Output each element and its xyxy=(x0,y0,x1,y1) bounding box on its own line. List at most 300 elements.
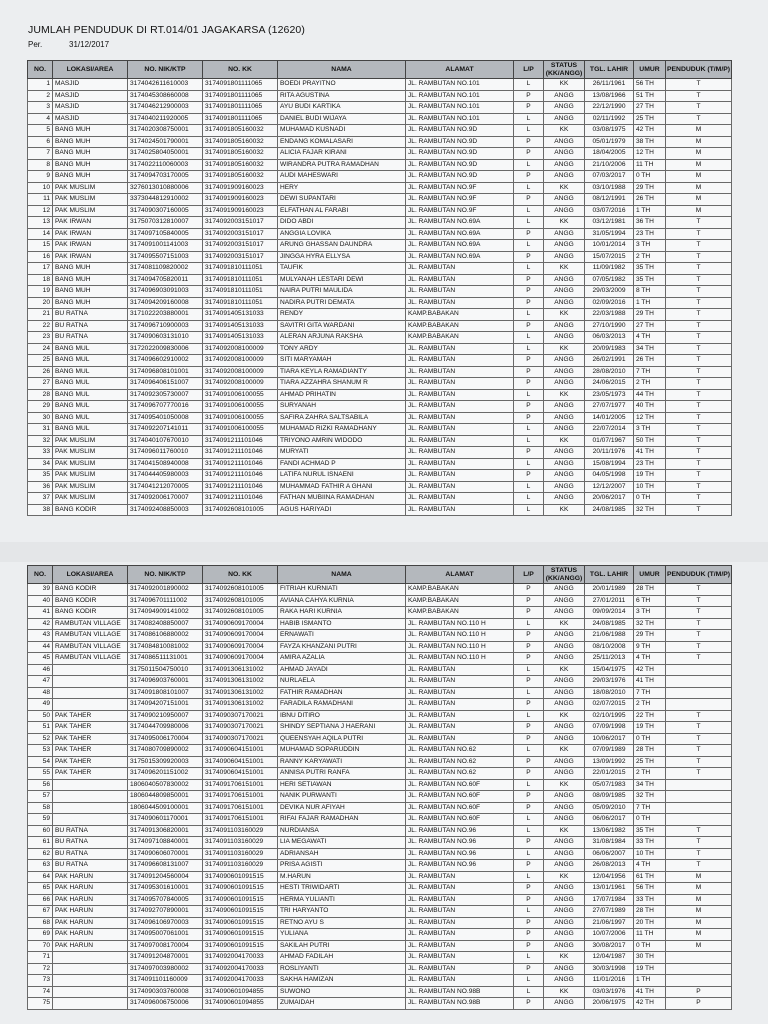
row-number-cell: 65 xyxy=(28,883,53,895)
kk-number-cell: 3174091103160029 xyxy=(203,848,278,860)
birth-date-cell: 13/08/1966 xyxy=(585,90,634,102)
name-cell: FANDI ACHMAD P xyxy=(278,458,406,470)
address-cell: JL. RAMBUTAN xyxy=(406,733,514,745)
age-cell: 42 TH xyxy=(634,125,666,137)
nik-number-cell: 3174022110060003 xyxy=(128,159,203,171)
nik-number-cell: 3174096707770016 xyxy=(128,401,203,413)
table-row xyxy=(28,894,732,906)
column-header-family-status: STATUS (KK/ANGG) xyxy=(544,566,585,584)
column-header-address: ALAMAT xyxy=(406,61,514,79)
gender-cell: P xyxy=(514,320,544,332)
row-number-cell: 50 xyxy=(28,710,53,722)
gender-cell: P xyxy=(514,641,544,653)
resident-type-cell xyxy=(666,963,732,975)
kk-number-cell: 3174091006100055 xyxy=(203,401,278,413)
kk-number-cell: 3174092608101005 xyxy=(203,584,278,596)
address-cell: JL. RAMBUTAN xyxy=(406,401,514,413)
row-number-cell: 2 xyxy=(28,90,53,102)
resident-type-cell: T xyxy=(666,217,732,229)
address-cell: JL. RAMBUTAN xyxy=(406,458,514,470)
birth-date-cell: 05/07/1983 xyxy=(585,779,634,791)
nik-number-cell: 3276013010880006 xyxy=(128,182,203,194)
birth-date-cell: 26/02/1991 xyxy=(585,355,634,367)
table-row xyxy=(28,113,732,125)
gender-cell: P xyxy=(514,148,544,160)
address-cell: JL. RAMBUTAN NO.9D xyxy=(406,171,514,183)
family-status-cell: KK xyxy=(544,125,585,137)
nik-number-cell: 1806044809850001 xyxy=(128,791,203,803)
family-status-cell: ANGG xyxy=(544,136,585,148)
row-number-cell: 3 xyxy=(28,102,53,114)
resident-type-cell: M xyxy=(666,148,732,160)
family-status-cell: ANGG xyxy=(544,251,585,263)
gender-cell: P xyxy=(514,722,544,734)
nik-number-cell: 3174095007061001 xyxy=(128,929,203,941)
nik-number-cell: 3174096201151002 xyxy=(128,768,203,780)
table-row xyxy=(28,378,732,390)
nik-number-cell: 3172022009830006 xyxy=(128,343,203,355)
birth-date-cell: 18/04/2005 xyxy=(585,148,634,160)
name-cell: TIARA AZZAHRA SHANUM R xyxy=(278,378,406,390)
nik-number-cell: 3174092707890001 xyxy=(128,906,203,918)
location-area-cell: PAK HARUN xyxy=(53,940,128,952)
family-status-cell: ANGG xyxy=(544,102,585,114)
age-cell: 12 TH xyxy=(634,412,666,424)
age-cell: 7 TH xyxy=(634,687,666,699)
table-row xyxy=(28,975,732,987)
table-row xyxy=(28,251,732,263)
location-area-cell xyxy=(53,779,128,791)
resident-type-cell xyxy=(666,791,732,803)
birth-date-cell: 02/09/2016 xyxy=(585,297,634,309)
gender-cell: L xyxy=(514,618,544,630)
age-cell: 6 TH xyxy=(634,595,666,607)
location-area-cell: BANG MUH xyxy=(53,136,128,148)
family-status-cell: ANGG xyxy=(544,676,585,688)
row-number-cell: 1 xyxy=(28,79,53,91)
nik-number-cell: 3174092207141011 xyxy=(128,424,203,436)
address-cell: JL. RAMBUTAN NO.110 H xyxy=(406,618,514,630)
kk-number-cell: 3174091801111065 xyxy=(203,90,278,102)
column-header-location-area: LOKASI/AREA xyxy=(53,566,128,584)
gender-cell: P xyxy=(514,584,544,596)
table-row xyxy=(28,355,732,367)
gender-cell: P xyxy=(514,90,544,102)
name-cell: NURLAELA xyxy=(278,676,406,688)
nik-number-cell: 3174096011760010 xyxy=(128,447,203,459)
gender-cell: P xyxy=(514,733,544,745)
family-status-cell: KK xyxy=(544,779,585,791)
age-cell: 26 TH xyxy=(634,194,666,206)
kk-number-cell: 3174090601091515 xyxy=(203,929,278,941)
nik-number-cell: 3174090303760008 xyxy=(128,986,203,998)
age-cell: 32 TH xyxy=(634,791,666,803)
name-cell: ARUNG GHASSAN DAUNDRA xyxy=(278,240,406,252)
kk-number-cell: 3174091306131002 xyxy=(203,676,278,688)
name-cell: SITI MARYAMAH xyxy=(278,355,406,367)
age-cell: 56 TH xyxy=(634,79,666,91)
kk-number-cell: 3174091103160029 xyxy=(203,860,278,872)
name-cell: RETNO AYU S xyxy=(278,917,406,929)
location-area-cell: MASJID xyxy=(53,90,128,102)
location-area-cell: BANG MUH xyxy=(53,286,128,298)
kk-number-cell: 3174090609170004 xyxy=(203,641,278,653)
gender-cell: L xyxy=(514,435,544,447)
address-cell: JL. RAMBUTAN NO.60F xyxy=(406,802,514,814)
resident-type-cell: T xyxy=(666,251,732,263)
table-row xyxy=(28,906,732,918)
location-area-cell: BANG MUL xyxy=(53,401,128,413)
gender-cell: P xyxy=(514,412,544,424)
table-row xyxy=(28,205,732,217)
age-cell: 27 TH xyxy=(634,102,666,114)
name-cell: FATHIR RAMADHAN xyxy=(278,687,406,699)
gender-cell: L xyxy=(514,263,544,275)
gender-cell: L xyxy=(514,424,544,436)
birth-date-cell: 20/11/1976 xyxy=(585,447,634,459)
row-number-cell: 48 xyxy=(28,687,53,699)
address-cell: JL. RAMBUTAN xyxy=(406,917,514,929)
gender-cell: L xyxy=(514,182,544,194)
nik-number-cell: 3175070312810007 xyxy=(128,217,203,229)
age-cell: 23 TH xyxy=(634,228,666,240)
age-cell: 34 TH xyxy=(634,779,666,791)
family-status-cell: ANGG xyxy=(544,883,585,895)
table-row xyxy=(28,618,732,630)
kk-number-cell: 3174090601091515 xyxy=(203,906,278,918)
kk-number-cell: 3174092004170033 xyxy=(203,975,278,987)
kk-number-cell: 3174090604151001 xyxy=(203,756,278,768)
kk-number-cell: 3174091006100055 xyxy=(203,412,278,424)
family-status-cell: ANGG xyxy=(544,975,585,987)
family-status-cell: ANGG xyxy=(544,998,585,1010)
row-number-cell: 74 xyxy=(28,986,53,998)
address-cell: JL. RAMBUTAN xyxy=(406,883,514,895)
address-cell: JL. RAMBUTAN xyxy=(406,447,514,459)
name-cell: DANIEL BUDI WIJAYA xyxy=(278,113,406,125)
gender-cell: P xyxy=(514,894,544,906)
location-area-cell: PAK MUSLIM xyxy=(53,493,128,505)
family-status-cell: ANGG xyxy=(544,653,585,665)
gender-cell: P xyxy=(514,595,544,607)
nik-number-cell: 3174094705820011 xyxy=(128,274,203,286)
age-cell: 35 TH xyxy=(634,825,666,837)
address-cell: KAMP.BABAKAN xyxy=(406,309,514,321)
kk-number-cell: 3174091706151001 xyxy=(203,814,278,826)
column-header-address: ALAMAT xyxy=(406,566,514,584)
address-cell: JL. RAMBUTAN xyxy=(406,343,514,355)
age-cell: 12 TH xyxy=(634,148,666,160)
family-status-cell: KK xyxy=(544,389,585,401)
column-header-age: UMUR xyxy=(634,61,666,79)
name-cell: DEWI SUPANTARI xyxy=(278,194,406,206)
row-number-cell: 43 xyxy=(28,630,53,642)
row-number-cell: 21 xyxy=(28,309,53,321)
birth-date-cell: 27/01/2011 xyxy=(585,595,634,607)
name-cell: M.HARUN xyxy=(278,871,406,883)
name-cell: DEVIKA NUR AFIYAH xyxy=(278,802,406,814)
name-cell: TIARA KEYLA RAMADIANTY xyxy=(278,366,406,378)
resident-type-cell: M xyxy=(666,171,732,183)
address-cell: JL. RAMBUTAN NO.9D xyxy=(406,136,514,148)
table-row xyxy=(28,733,732,745)
age-cell: 27 TH xyxy=(634,320,666,332)
nik-number-cell: 3174094909141002 xyxy=(128,607,203,619)
age-cell: 51 TH xyxy=(634,90,666,102)
table-row xyxy=(28,998,732,1010)
family-status-cell: KK xyxy=(544,952,585,964)
location-area-cell: PAK HARUN xyxy=(53,917,128,929)
nik-number-cell: 3174044405980003 xyxy=(128,470,203,482)
nik-number-cell: 1806044509100001 xyxy=(128,802,203,814)
row-number-cell: 20 xyxy=(28,297,53,309)
row-number-cell: 5 xyxy=(28,125,53,137)
age-cell: 56 TH xyxy=(634,883,666,895)
address-cell: JL. RAMBUTAN NO.9D xyxy=(406,125,514,137)
kk-number-cell: 3174091810111051 xyxy=(203,297,278,309)
location-area-cell: MASJID xyxy=(53,79,128,91)
row-number-cell: 25 xyxy=(28,355,53,367)
family-status-cell: ANGG xyxy=(544,756,585,768)
name-cell: ALICIA FAJAR KIRANI xyxy=(278,148,406,160)
table-row xyxy=(28,630,732,642)
family-status-cell: ANGG xyxy=(544,458,585,470)
address-cell: JL. RAMBUTAN xyxy=(406,412,514,424)
page-gap xyxy=(0,542,768,562)
location-area-cell: PAK TAHER xyxy=(53,745,128,757)
name-cell: HERY xyxy=(278,182,406,194)
table-row xyxy=(28,860,732,872)
name-cell: QUEENSYAH AQILA PUTRI xyxy=(278,733,406,745)
table-row xyxy=(28,791,732,803)
resident-type-cell: T xyxy=(666,412,732,424)
kk-number-cell: 3174091211101046 xyxy=(203,481,278,493)
gender-cell: L xyxy=(514,205,544,217)
kk-number-cell: 3174090601091515 xyxy=(203,917,278,929)
family-status-cell: ANGG xyxy=(544,424,585,436)
row-number-cell: 73 xyxy=(28,975,53,987)
location-area-cell: BANG MUL xyxy=(53,378,128,390)
name-cell: TRI HARYANTO xyxy=(278,906,406,918)
nik-number-cell: 3174096106970003 xyxy=(128,917,203,929)
row-number-cell: 56 xyxy=(28,779,53,791)
birth-date-cell: 31/08/1984 xyxy=(585,837,634,849)
gender-cell: P xyxy=(514,699,544,711)
family-status-cell: KK xyxy=(544,618,585,630)
resident-type-cell: T xyxy=(666,378,732,390)
birth-date-cell: 11/09/1982 xyxy=(585,263,634,275)
age-cell: 11 TH xyxy=(634,159,666,171)
row-number-cell: 6 xyxy=(28,136,53,148)
location-area-cell: PAK MUSLIM xyxy=(53,205,128,217)
age-cell: 0 TH xyxy=(634,171,666,183)
kk-number-cell: 3174090601094855 xyxy=(203,998,278,1010)
birth-date-cell: 04/05/1998 xyxy=(585,470,634,482)
row-number-cell: 18 xyxy=(28,274,53,286)
table-row xyxy=(28,90,732,102)
age-cell: 33 TH xyxy=(634,837,666,849)
gender-cell: P xyxy=(514,194,544,206)
address-cell: JL. RAMBUTAN xyxy=(406,504,514,516)
table-row xyxy=(28,332,732,344)
family-status-cell: ANGG xyxy=(544,194,585,206)
name-cell: RANNY KARYAWATI xyxy=(278,756,406,768)
resident-type-cell xyxy=(666,975,732,987)
nik-number-cell: 3174091204870001 xyxy=(128,952,203,964)
resident-type-cell: M xyxy=(666,194,732,206)
age-cell: 42 TH xyxy=(634,998,666,1010)
gender-cell: L xyxy=(514,240,544,252)
age-cell: 10 TH xyxy=(634,481,666,493)
age-cell: 41 TH xyxy=(634,676,666,688)
location-area-cell: PAK HARUN xyxy=(53,871,128,883)
table-row xyxy=(28,343,732,355)
location-area-cell xyxy=(53,986,128,998)
gender-cell: L xyxy=(514,906,544,918)
gender-cell: L xyxy=(514,745,544,757)
gender-cell: P xyxy=(514,883,544,895)
nik-number-cell: 3174020308750001 xyxy=(128,125,203,137)
row-number-cell: 36 xyxy=(28,481,53,493)
family-status-cell: ANGG xyxy=(544,286,585,298)
column-header-resident-type: PENDUDUK (T/M/P) xyxy=(666,61,732,79)
age-cell: 29 TH xyxy=(634,182,666,194)
family-status-cell: ANGG xyxy=(544,159,585,171)
location-area-cell: BANG MUL xyxy=(53,412,128,424)
resident-type-cell: T xyxy=(666,401,732,413)
kk-number-cell: 3174091103160029 xyxy=(203,825,278,837)
nik-number-cell: 3174041508940008 xyxy=(128,458,203,470)
kk-number-cell: 3174091211101046 xyxy=(203,435,278,447)
table-row xyxy=(28,412,732,424)
location-area-cell: BANG KODIR xyxy=(53,504,128,516)
address-cell: JL. RAMBUTAN xyxy=(406,389,514,401)
resident-type-cell: T xyxy=(666,79,732,91)
family-status-cell: ANGG xyxy=(544,584,585,596)
kk-number-cell: 3174090609170004 xyxy=(203,618,278,630)
row-number-cell: 49 xyxy=(28,699,53,711)
location-area-cell: BANG MUL xyxy=(53,389,128,401)
row-number-cell: 23 xyxy=(28,332,53,344)
address-cell: JL. RAMBUTAN NO.9F xyxy=(406,205,514,217)
row-number-cell: 53 xyxy=(28,745,53,757)
nik-number-cell: 3174092001890002 xyxy=(128,584,203,596)
location-area-cell xyxy=(53,802,128,814)
address-cell: JL. RAMBUTAN xyxy=(406,940,514,952)
name-cell: MULYANAH LESTARI DEWI xyxy=(278,274,406,286)
row-number-cell: 34 xyxy=(28,458,53,470)
location-area-cell: PAK TAHER xyxy=(53,768,128,780)
address-cell: JL. RAMBUTAN xyxy=(406,687,514,699)
kk-number-cell: 3174092008100009 xyxy=(203,378,278,390)
table-row xyxy=(28,940,732,952)
address-cell: JL. RAMBUTAN xyxy=(406,435,514,447)
row-number-cell: 15 xyxy=(28,240,53,252)
birth-date-cell: 23/05/1973 xyxy=(585,389,634,401)
name-cell: HERMA YULIANTI xyxy=(278,894,406,906)
kk-number-cell: 3174092608101005 xyxy=(203,595,278,607)
location-area-cell: BANG MUL xyxy=(53,424,128,436)
resident-type-cell: M xyxy=(666,159,732,171)
resident-type-cell: T xyxy=(666,458,732,470)
family-status-cell: ANGG xyxy=(544,595,585,607)
age-cell: 0 TH xyxy=(634,493,666,505)
address-cell: JL. RAMBUTAN NO.101 xyxy=(406,102,514,114)
kk-number-cell: 3174092003151017 xyxy=(203,217,278,229)
resident-type-cell: T xyxy=(666,309,732,321)
kk-number-cell: 3174090601091515 xyxy=(203,871,278,883)
location-area-cell: RAMBUTAN VILLAGE xyxy=(53,653,128,665)
table-row xyxy=(28,297,732,309)
resident-type-cell: T xyxy=(666,228,732,240)
name-cell: JINGGA HYRA ELLYSA xyxy=(278,251,406,263)
resident-type-cell: T xyxy=(666,366,732,378)
row-number-cell: 19 xyxy=(28,286,53,298)
birth-date-cell: 22/12/1990 xyxy=(585,102,634,114)
table-row xyxy=(28,366,732,378)
birth-date-cell: 28/08/2010 xyxy=(585,366,634,378)
birth-date-cell: 03/07/2016 xyxy=(585,205,634,217)
address-cell: JL. RAMBUTAN xyxy=(406,481,514,493)
row-number-cell: 31 xyxy=(28,424,53,436)
name-cell: RENDY xyxy=(278,309,406,321)
age-cell: 3 TH xyxy=(634,240,666,252)
age-cell: 0 TH xyxy=(634,733,666,745)
nik-number-cell: 3174091001141003 xyxy=(128,240,203,252)
age-cell: 23 TH xyxy=(634,458,666,470)
age-cell: 25 TH xyxy=(634,756,666,768)
nik-number-cell: 3174096808101001 xyxy=(128,366,203,378)
location-area-cell: PAK MUSLIM xyxy=(53,447,128,459)
gender-cell: L xyxy=(514,779,544,791)
row-number-cell: 16 xyxy=(28,251,53,263)
location-area-cell: BANG MUL xyxy=(53,343,128,355)
kk-number-cell: 3174092004170033 xyxy=(203,963,278,975)
gender-cell: P xyxy=(514,401,544,413)
kk-number-cell: 3174092004170033 xyxy=(203,952,278,964)
kk-number-cell: 3174091103160029 xyxy=(203,837,278,849)
row-number-cell: 26 xyxy=(28,366,53,378)
kk-number-cell: 3174091801111065 xyxy=(203,102,278,114)
table-row xyxy=(28,676,732,688)
location-area-cell: BANG MUH xyxy=(53,125,128,137)
resident-type-cell: T xyxy=(666,733,732,745)
age-cell: 41 TH xyxy=(634,986,666,998)
gender-cell: L xyxy=(514,986,544,998)
table-row xyxy=(28,182,732,194)
address-cell: JL. RAMBUTAN NO.69A xyxy=(406,228,514,240)
nik-number-cell: 3174090307160005 xyxy=(128,205,203,217)
age-cell: 2 TH xyxy=(634,251,666,263)
resident-type-cell: M xyxy=(666,894,732,906)
nik-number-cell: 3174097105840005 xyxy=(128,228,203,240)
name-cell: SAKHA HAMIZAN xyxy=(278,975,406,987)
family-status-cell: KK xyxy=(544,217,585,229)
location-area-cell: PAK HARUN xyxy=(53,929,128,941)
family-status-cell: ANGG xyxy=(544,332,585,344)
age-cell: 41 TH xyxy=(634,447,666,459)
name-cell: BOEDI PRAYITNO xyxy=(278,79,406,91)
location-area-cell: PAK MUSLIM xyxy=(53,182,128,194)
name-cell: PRISA AGISTI xyxy=(278,860,406,872)
table-body xyxy=(28,584,732,1010)
row-number-cell: 39 xyxy=(28,584,53,596)
family-status-cell: ANGG xyxy=(544,240,585,252)
age-cell: 10 TH xyxy=(634,848,666,860)
location-area-cell: PAK MUSLIM xyxy=(53,435,128,447)
table-header-row xyxy=(28,61,732,79)
birth-date-cell: 09/09/2014 xyxy=(585,607,634,619)
